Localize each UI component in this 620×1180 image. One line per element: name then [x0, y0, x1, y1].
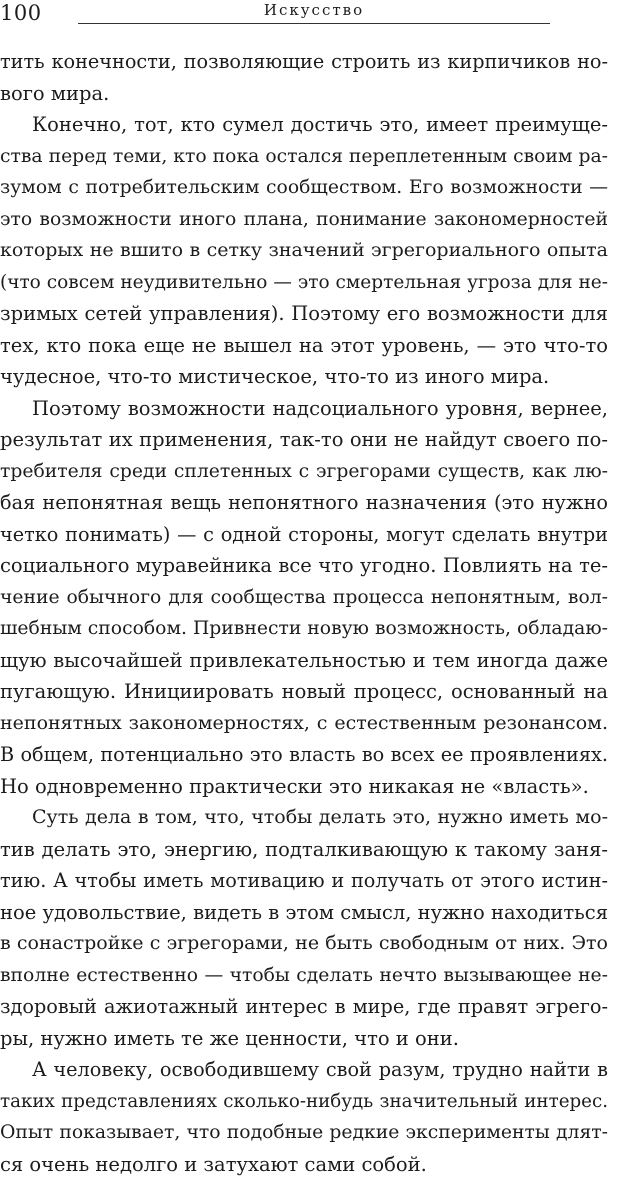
text-line: тию. А чтобы иметь мотивацию и получать от этого истин- [0, 865, 608, 897]
text-line: Суть дела в том, что, чтобы делать это, нужно иметь мо- [0, 802, 608, 834]
text-line: Но одновременно практически это никакая не «власть». [0, 771, 608, 803]
text-line: А человеку, освободившему свой разум, трудно найти в [0, 1054, 608, 1086]
text-line: которых не вшито в сетку значений эгрегориального опыта [0, 235, 608, 267]
text-line: здоровый ажиотажный интерес в мире, где правят эгрего- [0, 991, 608, 1023]
text-line: это возможности иного плана, понимание закономерностей [0, 204, 608, 236]
text-line: (что совсем неудивительно — это смертельная угроза для не- [0, 267, 608, 299]
text-line: чение обычного для сообщества процесса непонятным, вол- [0, 582, 608, 614]
text-line: непонятных закономерностях, с естественным резонансом. [0, 708, 608, 740]
text-line: ства перед теми, кто пока остался переплетенным своим ра- [0, 141, 608, 173]
text-line: результат их применения, так-то они не найдут своего по- [0, 424, 608, 456]
text-line: Опыт показывает, что подобные редкие эксперименты длят- [0, 1117, 608, 1149]
text-line: пугающую. Инициировать новый процесс, основанный на [0, 676, 608, 708]
text-line: тех, кто пока еще не вышел на этот уровень, — это что-то [0, 330, 608, 362]
text-line: бая непонятная вещь непонятного назначения (это нужно [0, 487, 608, 519]
text-line: ры, нужно иметь те же ценности, что и они. [0, 1023, 608, 1055]
text-line: Конечно, тот, кто сумел достичь это, имеет преимуще- [0, 109, 608, 141]
text-line: Поэтому возможности надсоциального уровня, вернее, [0, 393, 608, 425]
text-line: зумом с потребительским сообществом. Его возможности — [0, 172, 608, 204]
text-line: требителя среди сплетенных с эгрегорами существ, как лю- [0, 456, 608, 488]
text-line: четко понимать) — с одной стороны, могут сделать внутри [0, 519, 608, 551]
text-line: ся очень недолго и затухают сами собой. [0, 1149, 608, 1180]
page-header [0, 0, 620, 30]
text-line: вого мира. [0, 78, 608, 110]
page-number: 100 [0, 0, 42, 26]
text-line: тить конечности, позволяющие строить из кирпичиков но- [0, 46, 608, 78]
running-head: Искусство [78, 0, 550, 20]
text-line: зримых сетей управления). Поэтому его возможности для [0, 298, 608, 330]
text-line: вполне естественно — чтобы сделать нечто вызывающее не- [0, 960, 608, 992]
body-text [0, 46, 608, 1180]
text-line: щую высочайшей привлекательностью и тем иногда даже [0, 645, 608, 677]
text-line: социального муравейника все что угодно. Повлиять на те- [0, 550, 608, 582]
text-line: тив делать это, энергию, подталкивающую к такому заня- [0, 834, 608, 866]
text-line: в сонастройке с эгрегорами, не быть свободным от них. Это [0, 928, 608, 960]
header-rule [78, 23, 550, 24]
text-line: таких представлениях сколько-нибудь значительный интерес. [0, 1086, 608, 1118]
text-line: В общем, потенциально это власть во всех ее проявлениях. [0, 739, 608, 771]
text-line: чудесное, что-то мистическое, что-то из иного мира. [0, 361, 608, 393]
text-line: ное удовольствие, видеть в этом смысл, нужно находиться [0, 897, 608, 929]
text-line: шебным способом. Привнести новую возможность, обладаю- [0, 613, 608, 645]
